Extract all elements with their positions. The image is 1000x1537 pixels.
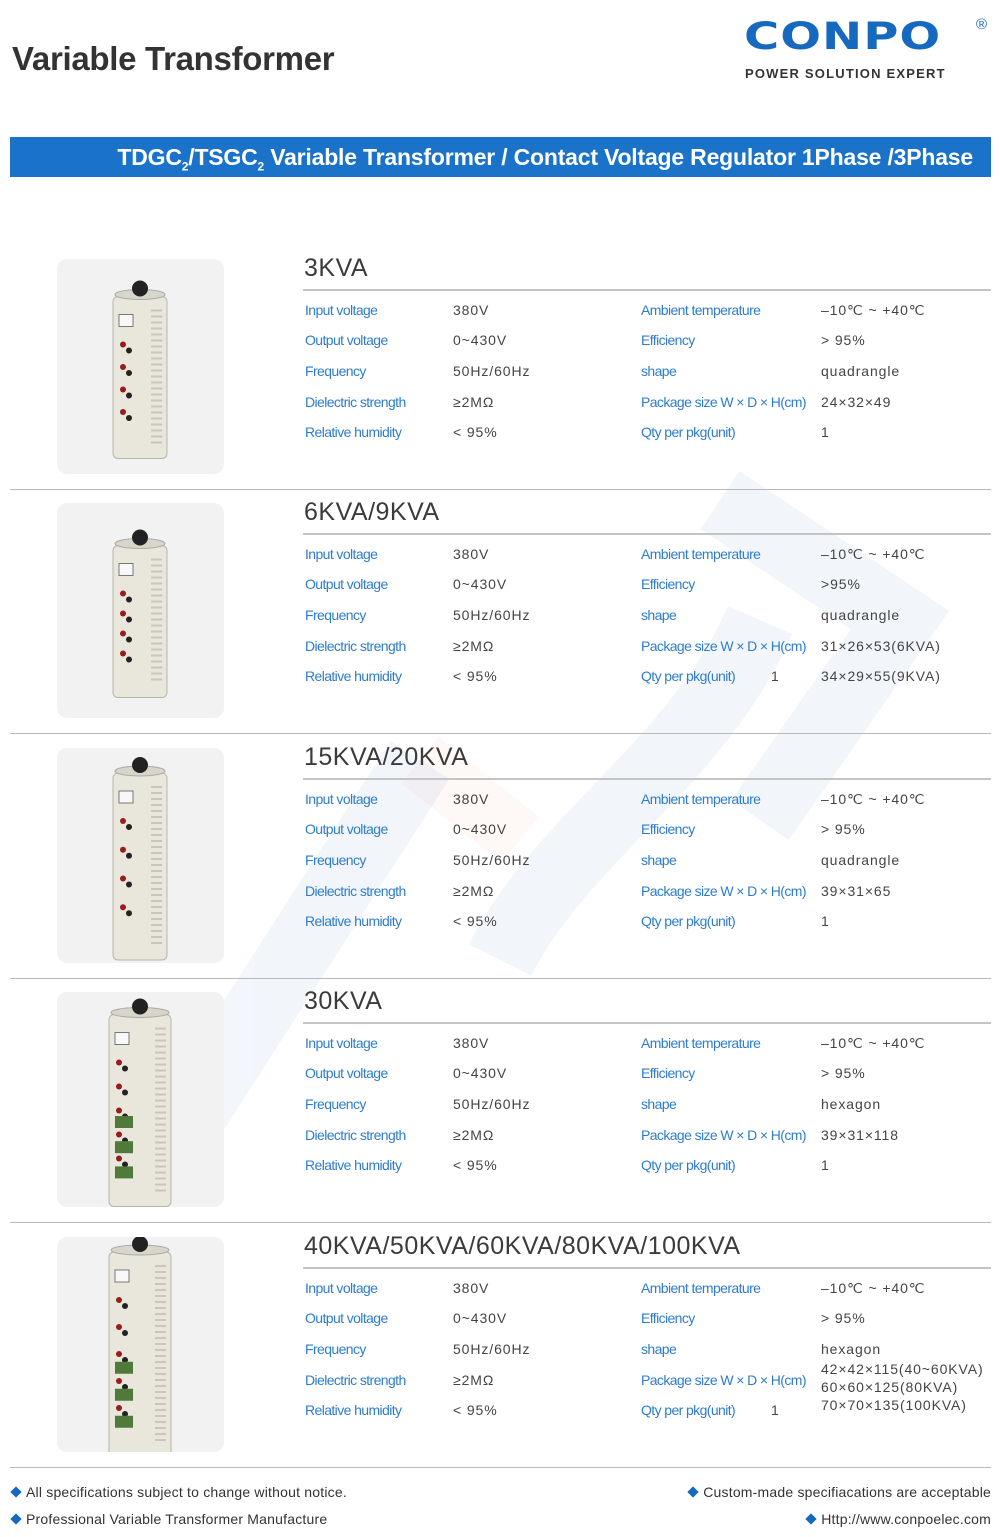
spec-value-dielectric-strength: ≥2MΩ xyxy=(453,1127,495,1143)
diamond-bullet-icon xyxy=(806,1513,817,1524)
spec-label-dielectric-strength: Dielectric strength xyxy=(305,394,406,410)
spec-value-ambient-temperature: –10℃ ~ +40℃ xyxy=(821,302,926,318)
spec-label-package-size: Package size W × D × H(cm) xyxy=(641,1127,806,1143)
spec-value-shape: quadrangle xyxy=(821,363,901,379)
spec-value-package-size: 39×31×65 xyxy=(821,883,892,899)
spec-label-input-voltage: Input voltage xyxy=(305,302,378,318)
spec-value-dielectric-strength: ≥2MΩ xyxy=(453,394,495,410)
spec-value-efficiency: > 95% xyxy=(821,821,866,837)
spec-label-qty: Qty per pkg(unit) xyxy=(641,668,736,684)
diamond-bullet-icon xyxy=(10,1513,21,1524)
spec-value-package-size: 24×32×49 xyxy=(821,394,892,410)
spec-value-qty: 1 xyxy=(821,1157,830,1173)
spec-label-ambient-temperature: Ambient temperature xyxy=(641,546,761,562)
spec-value-frequency: 50Hz/60Hz xyxy=(453,852,531,868)
spec-value-output-voltage: 0~430V xyxy=(453,821,508,837)
spec-value-qty: 1 xyxy=(821,913,830,929)
spec-value-ambient-temperature: –10℃ ~ +40℃ xyxy=(821,791,926,807)
product-section xyxy=(10,490,991,734)
spec-label-frequency: Frequency xyxy=(305,1096,366,1112)
spec-value-input-voltage: 380V xyxy=(453,1035,490,1051)
spec-label-package-size: Package size W × D × H(cm) xyxy=(641,883,806,899)
spec-value-package-size: 31×26×53(6KVA) xyxy=(821,638,941,654)
product-section xyxy=(10,246,991,490)
product-image xyxy=(57,748,224,963)
product-image xyxy=(57,992,224,1207)
spec-value-ambient-temperature: –10℃ ~ +40℃ xyxy=(821,546,926,562)
product-title: 40KVA/50KVA/60KVA/80KVA/100KVA xyxy=(304,1232,741,1260)
footer-note-custom: Custom-made specifiacations are acceptable xyxy=(689,1484,991,1500)
title-banner xyxy=(10,137,991,177)
spec-value-output-voltage: 0~430V xyxy=(453,1310,508,1326)
spec-label-shape: shape xyxy=(641,1096,677,1112)
footer-website-link[interactable]: Http://www.conpoelec.com xyxy=(807,1511,991,1527)
spec-label-input-voltage: Input voltage xyxy=(305,546,378,562)
spec-label-shape: shape xyxy=(641,1341,677,1357)
spec-label-frequency: Frequency xyxy=(305,363,366,379)
registered-mark: ® xyxy=(976,16,988,33)
spec-label-shape: shape xyxy=(641,363,677,379)
spec-label-efficiency: Efficiency xyxy=(641,1310,695,1326)
product-image xyxy=(57,503,224,718)
product-section xyxy=(10,735,991,979)
title-rule xyxy=(303,778,991,780)
product-section xyxy=(10,1224,991,1468)
spec-label-relative-humidity: Relative humidity xyxy=(305,1402,402,1418)
title-rule xyxy=(303,1022,991,1024)
spec-label-shape: shape xyxy=(641,852,677,868)
title-rule xyxy=(303,1267,991,1269)
spec-label-frequency: Frequency xyxy=(305,1341,366,1357)
spec-value-dielectric-strength: ≥2MΩ xyxy=(453,638,495,654)
spec-label-output-voltage: Output voltage xyxy=(305,1065,388,1081)
page-title: Variable Transformer xyxy=(12,40,335,77)
spec-label-dielectric-strength: Dielectric strength xyxy=(305,638,406,654)
spec-value-frequency: 50Hz/60Hz xyxy=(453,363,531,379)
spec-value-frequency: 50Hz/60Hz xyxy=(453,607,531,623)
spec-value-qty: 1 xyxy=(771,1402,780,1418)
spec-value-relative-humidity: < 95% xyxy=(453,424,498,440)
spec-value-dielectric-strength: ≥2MΩ xyxy=(453,1372,495,1388)
brand-logo xyxy=(744,14,994,88)
logo-word: CONPO xyxy=(744,14,942,59)
product-title: 15KVA/20KVA xyxy=(304,743,469,771)
spec-value-relative-humidity: < 95% xyxy=(453,913,498,929)
spec-value-package-size: 39×31×118 xyxy=(821,1127,899,1143)
spec-value-efficiency: > 95% xyxy=(821,332,866,348)
product-title: 3KVA xyxy=(304,254,369,282)
product-section xyxy=(10,979,991,1223)
spec-label-frequency: Frequency xyxy=(305,852,366,868)
footer-note-manufacture: Professional Variable Transformer Manufacture xyxy=(12,1511,327,1527)
spec-value-input-voltage: 380V xyxy=(453,1280,490,1296)
product-title: 30KVA xyxy=(304,987,383,1015)
spec-label-efficiency: Efficiency xyxy=(641,1065,695,1081)
spec-value-shape: quadrangle xyxy=(821,607,901,623)
spec-label-shape: shape xyxy=(641,607,677,623)
spec-label-output-voltage: Output voltage xyxy=(305,332,388,348)
spec-value-output-voltage: 0~430V xyxy=(453,332,508,348)
spec-value-ambient-temperature: –10℃ ~ +40℃ xyxy=(821,1280,926,1296)
spec-value-relative-humidity: < 95% xyxy=(453,668,498,684)
spec-value-efficiency: > 95% xyxy=(821,1310,866,1326)
spec-value-qty: 1 xyxy=(821,424,830,440)
spec-label-efficiency: Efficiency xyxy=(641,821,695,837)
spec-label-ambient-temperature: Ambient temperature xyxy=(641,1035,761,1051)
spec-value-shape: hexagon xyxy=(821,1096,882,1112)
spec-value-relative-humidity: < 95% xyxy=(453,1157,498,1173)
spec-label-input-voltage: Input voltage xyxy=(305,791,378,807)
spec-label-ambient-temperature: Ambient temperature xyxy=(641,302,761,318)
diamond-bullet-icon xyxy=(688,1486,699,1497)
spec-value-shape: hexagon xyxy=(821,1341,882,1357)
spec-label-input-voltage: Input voltage xyxy=(305,1280,378,1296)
logo-tagline: POWER SOLUTION EXPERT xyxy=(745,66,946,81)
footer-note-change: All specifications subject to change without notice. xyxy=(12,1484,347,1500)
spec-value-frequency: 50Hz/60Hz xyxy=(453,1096,531,1112)
title-rule xyxy=(303,289,991,291)
spec-value-package-size: 34×29×55(9KVA) xyxy=(821,668,941,684)
spec-value-input-voltage: 380V xyxy=(453,791,490,807)
spec-value-relative-humidity: < 95% xyxy=(453,1402,498,1418)
banner-text: $TDGC_2/TSGC_2$ Variable Transformer / Contact Voltage Regulator 1Phase /3Phase xyxy=(117,144,973,174)
spec-label-output-voltage: Output voltage xyxy=(305,821,388,837)
spec-value-package-size: 42×42×115(40~60KVA) 60×60×125(80KVA) 70×70×135(100KVA) xyxy=(821,1361,984,1413)
spec-label-dielectric-strength: Dielectric strength xyxy=(305,883,406,899)
spec-label-package-size: Package size W × D × H(cm) xyxy=(641,1372,806,1388)
spec-value-output-voltage: 0~430V xyxy=(453,576,508,592)
spec-label-ambient-temperature: Ambient temperature xyxy=(641,1280,761,1296)
spec-label-ambient-temperature: Ambient temperature xyxy=(641,791,761,807)
spec-label-relative-humidity: Relative humidity xyxy=(305,424,402,440)
spec-value-efficiency: >95% xyxy=(821,576,861,592)
product-title: 6KVA/9KVA xyxy=(304,498,440,526)
spec-label-frequency: Frequency xyxy=(305,607,366,623)
section-divider xyxy=(10,1222,991,1223)
spec-label-package-size: Package size W × D × H(cm) xyxy=(641,638,806,654)
spec-label-efficiency: Efficiency xyxy=(641,332,695,348)
section-divider xyxy=(10,733,991,734)
spec-label-package-size: Package size W × D × H(cm) xyxy=(641,394,806,410)
spec-label-efficiency: Efficiency xyxy=(641,576,695,592)
spec-value-dielectric-strength: ≥2MΩ xyxy=(453,883,495,899)
spec-label-relative-humidity: Relative humidity xyxy=(305,668,402,684)
spec-label-qty: Qty per pkg(unit) xyxy=(641,1157,736,1173)
spec-label-input-voltage: Input voltage xyxy=(305,1035,378,1051)
spec-label-qty: Qty per pkg(unit) xyxy=(641,913,736,929)
spec-value-output-voltage: 0~430V xyxy=(453,1065,508,1081)
spec-value-input-voltage: 380V xyxy=(453,546,490,562)
spec-value-frequency: 50Hz/60Hz xyxy=(453,1341,531,1357)
spec-label-dielectric-strength: Dielectric strength xyxy=(305,1372,406,1388)
spec-label-output-voltage: Output voltage xyxy=(305,576,388,592)
spec-value-qty: 1 xyxy=(771,668,780,684)
spec-label-qty: Qty per pkg(unit) xyxy=(641,424,736,440)
footer-divider xyxy=(10,1467,991,1468)
spec-label-qty: Qty per pkg(unit) xyxy=(641,1402,736,1418)
spec-value-shape: quadrangle xyxy=(821,852,901,868)
spec-label-dielectric-strength: Dielectric strength xyxy=(305,1127,406,1143)
product-image xyxy=(57,259,224,474)
spec-label-output-voltage: Output voltage xyxy=(305,1310,388,1326)
spec-value-efficiency: > 95% xyxy=(821,1065,866,1081)
spec-value-ambient-temperature: –10℃ ~ +40℃ xyxy=(821,1035,926,1051)
spec-label-relative-humidity: Relative humidity xyxy=(305,1157,402,1173)
diamond-bullet-icon xyxy=(10,1486,21,1497)
spec-value-input-voltage: 380V xyxy=(453,302,490,318)
product-image xyxy=(57,1237,224,1452)
spec-label-relative-humidity: Relative humidity xyxy=(305,913,402,929)
title-rule xyxy=(303,533,991,535)
